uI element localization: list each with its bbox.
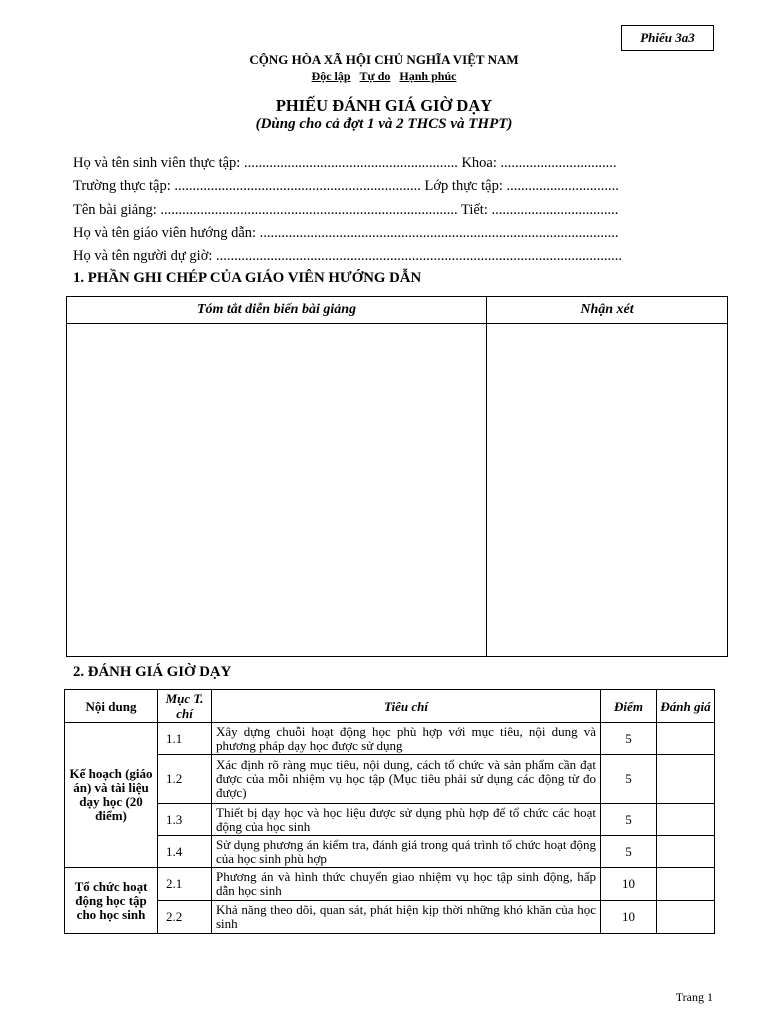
header-content: Nội dung: [65, 690, 158, 723]
criteria-score: 5: [601, 804, 657, 836]
criteria-text: Thiết bị dạy học và học liệu được sử dụng phù hợp để tổ chức các hoạt động của học sinh: [212, 804, 601, 836]
header-rating: Đánh giá: [657, 690, 715, 723]
criteria-code: 1.3: [158, 804, 212, 836]
table-row: [65, 868, 715, 901]
table-row: [65, 836, 715, 868]
motto-part: Tự do: [359, 69, 391, 83]
national-motto: [0, 69, 768, 84]
document-subtitle: (Dùng cho cả đợt 1 và 2 THCS và THPT): [255, 116, 513, 132]
criteria-code: 1.1: [158, 723, 212, 755]
rating-cell[interactable]: [657, 804, 715, 836]
criteria-text: Xây dựng chuỗi hoạt động học phù hợp với mục tiêu, nội dung và phương pháp dạy học được sử dụng: [212, 723, 601, 755]
section2-heading: 2. ĐÁNH GIÁ GIỜ DẠY: [73, 664, 232, 680]
table-row: [65, 723, 715, 755]
criteria-code: 2.1: [158, 868, 212, 901]
criteria-text: Phương án và hình thức chuyển giao nhiệm vụ học tập sinh động, hấp dẫn học sinh: [212, 868, 601, 901]
col-summary-header: Tóm tắt diễn biến bài giảng: [67, 297, 487, 324]
comments-cell[interactable]: [487, 324, 728, 657]
info-line-lesson: Tên bài giảng: .................................................................................. Tiết: ...................................: [73, 202, 619, 218]
criteria-score: 10: [601, 901, 657, 934]
info-line-student: Họ và tên sinh viên thực tập: ........................................................... Khoa: ................................: [73, 155, 617, 171]
header-score: Điểm: [601, 690, 657, 723]
evaluation-table: [64, 689, 715, 934]
summary-cell[interactable]: [67, 324, 487, 657]
rating-cell[interactable]: [657, 901, 715, 934]
rating-cell[interactable]: [657, 868, 715, 901]
section1-heading: 1. PHẦN GHI CHÉP CỦA GIÁO VIÊN HƯỚNG DẪN: [73, 270, 422, 286]
criteria-text: Sử dụng phương án kiểm tra, đánh giá trong quá trình tổ chức hoạt động của học sinh phù hợp: [212, 836, 601, 868]
form-code-box: Phiếu 3a3: [621, 25, 714, 51]
rating-cell[interactable]: [657, 836, 715, 868]
page-number: Trang 1: [675, 990, 713, 1004]
criteria-score: 10: [601, 868, 657, 901]
header-criteria: Tiêu chí: [212, 690, 601, 723]
criteria-text: Xác định rõ ràng mục tiêu, nội dung, cách tổ chức và sản phẩm cần đạt được của mỗi nhiệm vụ học tập (Mục tiêu phải sử dụng các động từ đo được): [212, 755, 601, 804]
info-line-observer: Họ và tên người dự giờ: ................................................................................................................: [73, 248, 623, 264]
criteria-code: 1.2: [158, 755, 212, 804]
table-row: [65, 901, 715, 934]
criteria-score: 5: [601, 836, 657, 868]
table-row: [65, 804, 715, 836]
notes-table: [66, 296, 728, 657]
col-comments-header: Nhận xét: [487, 297, 728, 324]
group-label: Tổ chức hoạt động học tập cho học sinh: [65, 868, 158, 934]
info-line-school: Trường thực tập: .................................................................... Lớp thực tập: ...............................: [73, 178, 619, 194]
rating-cell[interactable]: [657, 755, 715, 804]
table-row: [65, 755, 715, 804]
document-title: PHIẾU ĐÁNH GIÁ GIỜ DẠY: [275, 96, 493, 115]
header-item: Mục T. chí: [158, 690, 212, 723]
criteria-code: 1.4: [158, 836, 212, 868]
criteria-score: 5: [601, 755, 657, 804]
criteria-code: 2.2: [158, 901, 212, 934]
criteria-text: Khả năng theo dõi, quan sát, phát hiện kịp thời những khó khăn của học sinh: [212, 901, 601, 934]
group-label: Kế hoạch (giáo án) và tài liệu dạy học (20 điểm): [65, 723, 158, 868]
motto-part: Hạnh phúc: [399, 69, 457, 83]
info-line-supervisor: Họ và tên giáo viên hướng dẫn: ...................................................................................................: [73, 225, 619, 241]
criteria-score: 5: [601, 723, 657, 755]
motto-part: Độc lập: [311, 69, 351, 83]
national-title: CỘNG HÒA XÃ HỘI CHỦ NGHĨA VIỆT NAM: [249, 52, 519, 67]
rating-cell[interactable]: [657, 723, 715, 755]
